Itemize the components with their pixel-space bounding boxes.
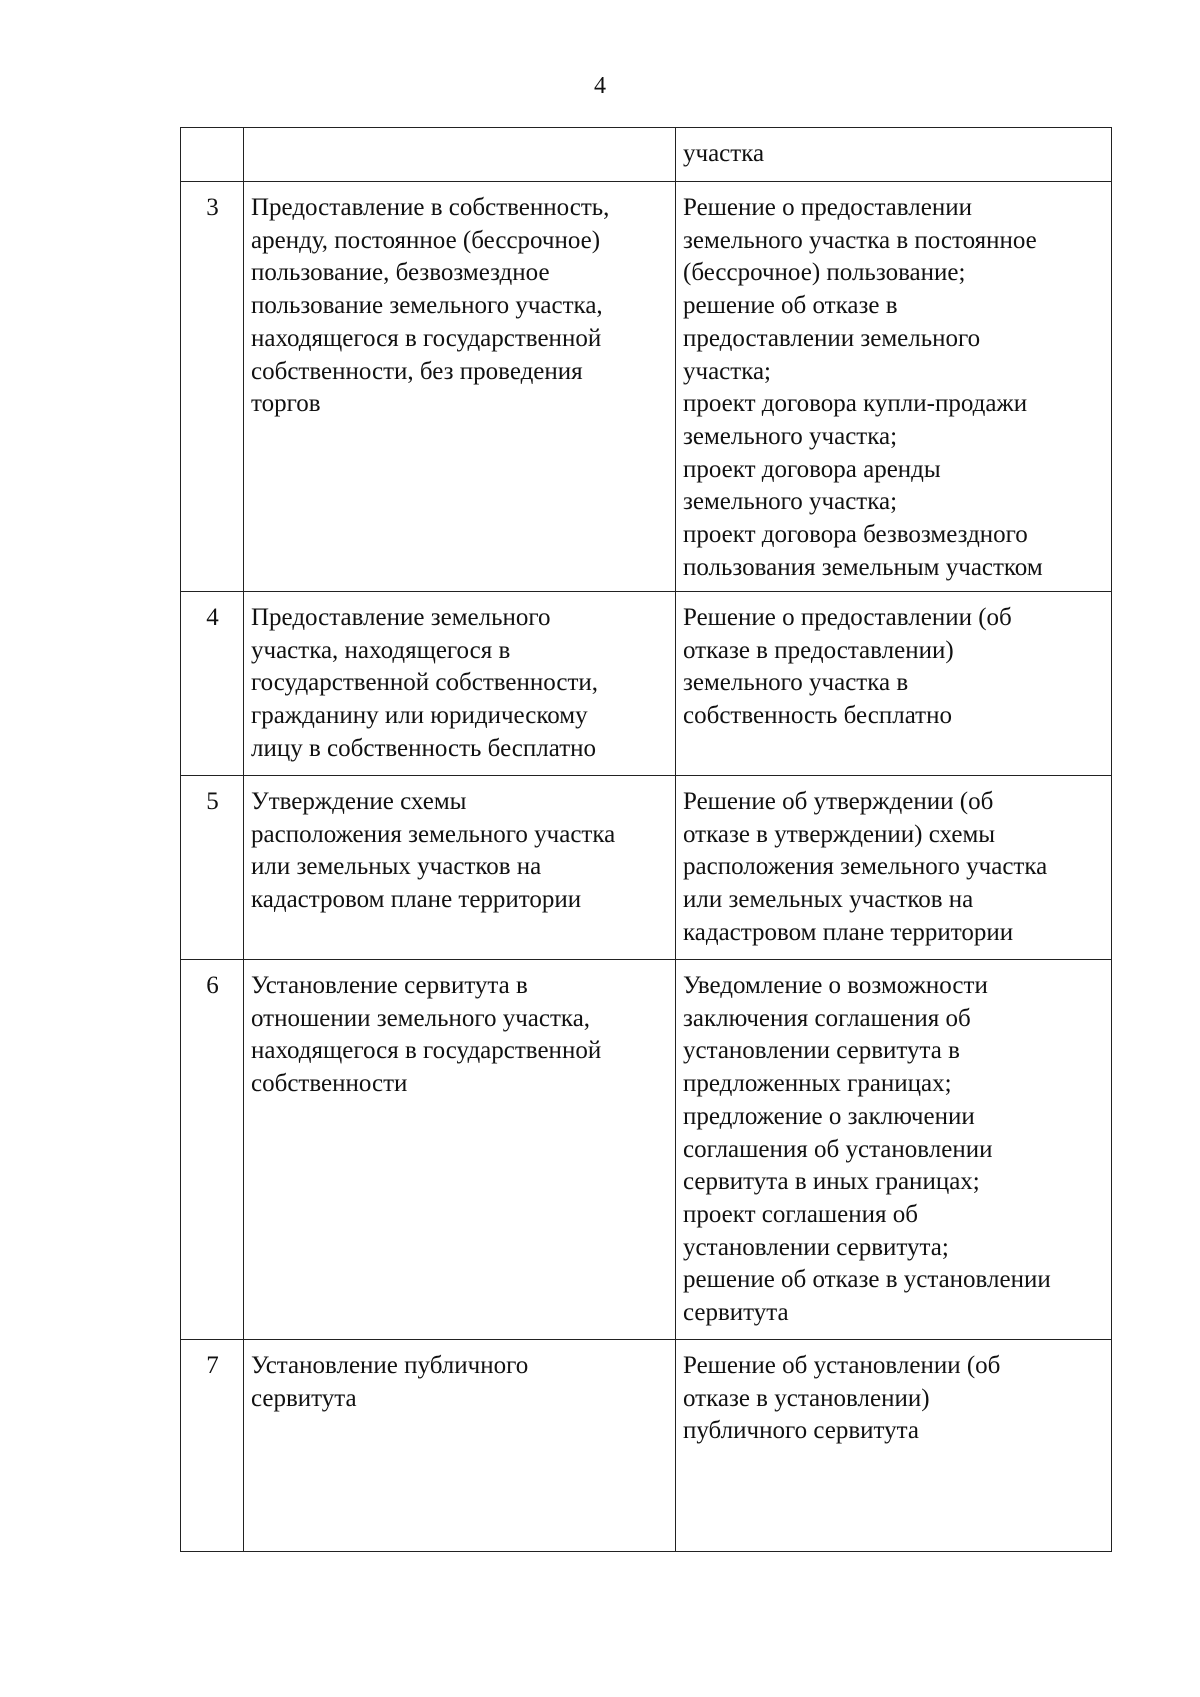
service-name-cell: Предоставление в собственность, аренду, постоянное (бессрочное) пользование, безвозмездное пользование земельного участка, находящегося в государственной собственности, без проведения торгов bbox=[244, 182, 676, 592]
table-row bbox=[181, 1340, 1112, 1552]
service-result-cell: Решение о предоставлении (об отказе в предоставлении) земельного участка в собственность бесплатно bbox=[676, 592, 1112, 776]
table-row bbox=[181, 182, 1112, 592]
row-number-cell: 7 bbox=[181, 1340, 244, 1552]
table-row bbox=[181, 960, 1112, 1340]
services-table bbox=[180, 127, 1112, 1552]
service-name-cell: Предоставление земельного участка, находящегося в государственной собственности, гражданину или юридическому лицу в собственность бесплатно bbox=[244, 592, 676, 776]
service-result-cell: Решение об утверждении (об отказе в утверждении) схемы расположения земельного участка или земельных участков на кадастровом плане территории bbox=[676, 776, 1112, 960]
service-name-cell: Установление сервитута в отношении земельного участка, находящегося в государственной собственности bbox=[244, 960, 676, 1340]
page-number: 4 bbox=[594, 73, 606, 99]
service-name-cell: Установление публичного сервитута bbox=[244, 1340, 676, 1552]
table-row bbox=[181, 128, 1112, 182]
row-number-cell bbox=[181, 128, 244, 182]
table-row bbox=[181, 776, 1112, 960]
row-number-cell: 5 bbox=[181, 776, 244, 960]
service-name-cell bbox=[244, 128, 676, 182]
row-number-cell: 6 bbox=[181, 960, 244, 1340]
service-result-cell: Решение о предоставлении земельного участка в постоянное (бессрочное) пользование; решение об отказе в предоставлении земельного участка; проект договора купли-продажи земельного участка; проект договора аренды земельного участка; проект договора безвозмездного пользования земельным участком bbox=[676, 182, 1112, 592]
service-result-cell: участка bbox=[676, 128, 1112, 182]
service-result-cell: Решение об установлении (об отказе в установлении) публичного сервитута bbox=[676, 1340, 1112, 1552]
service-name-cell: Утверждение схемы расположения земельного участка или земельных участков на кадастровом плане территории bbox=[244, 776, 676, 960]
row-number-cell: 4 bbox=[181, 592, 244, 776]
service-result-cell: Уведомление о возможности заключения соглашения об установлении сервитута в предложенных границах; предложение о заключении соглашения об установлении сервитута в иных границах; проект соглашения об установлении сервитута; решение об отказе в установлении сервитута bbox=[676, 960, 1112, 1340]
row-number-cell: 3 bbox=[181, 182, 244, 592]
table-row bbox=[181, 592, 1112, 776]
